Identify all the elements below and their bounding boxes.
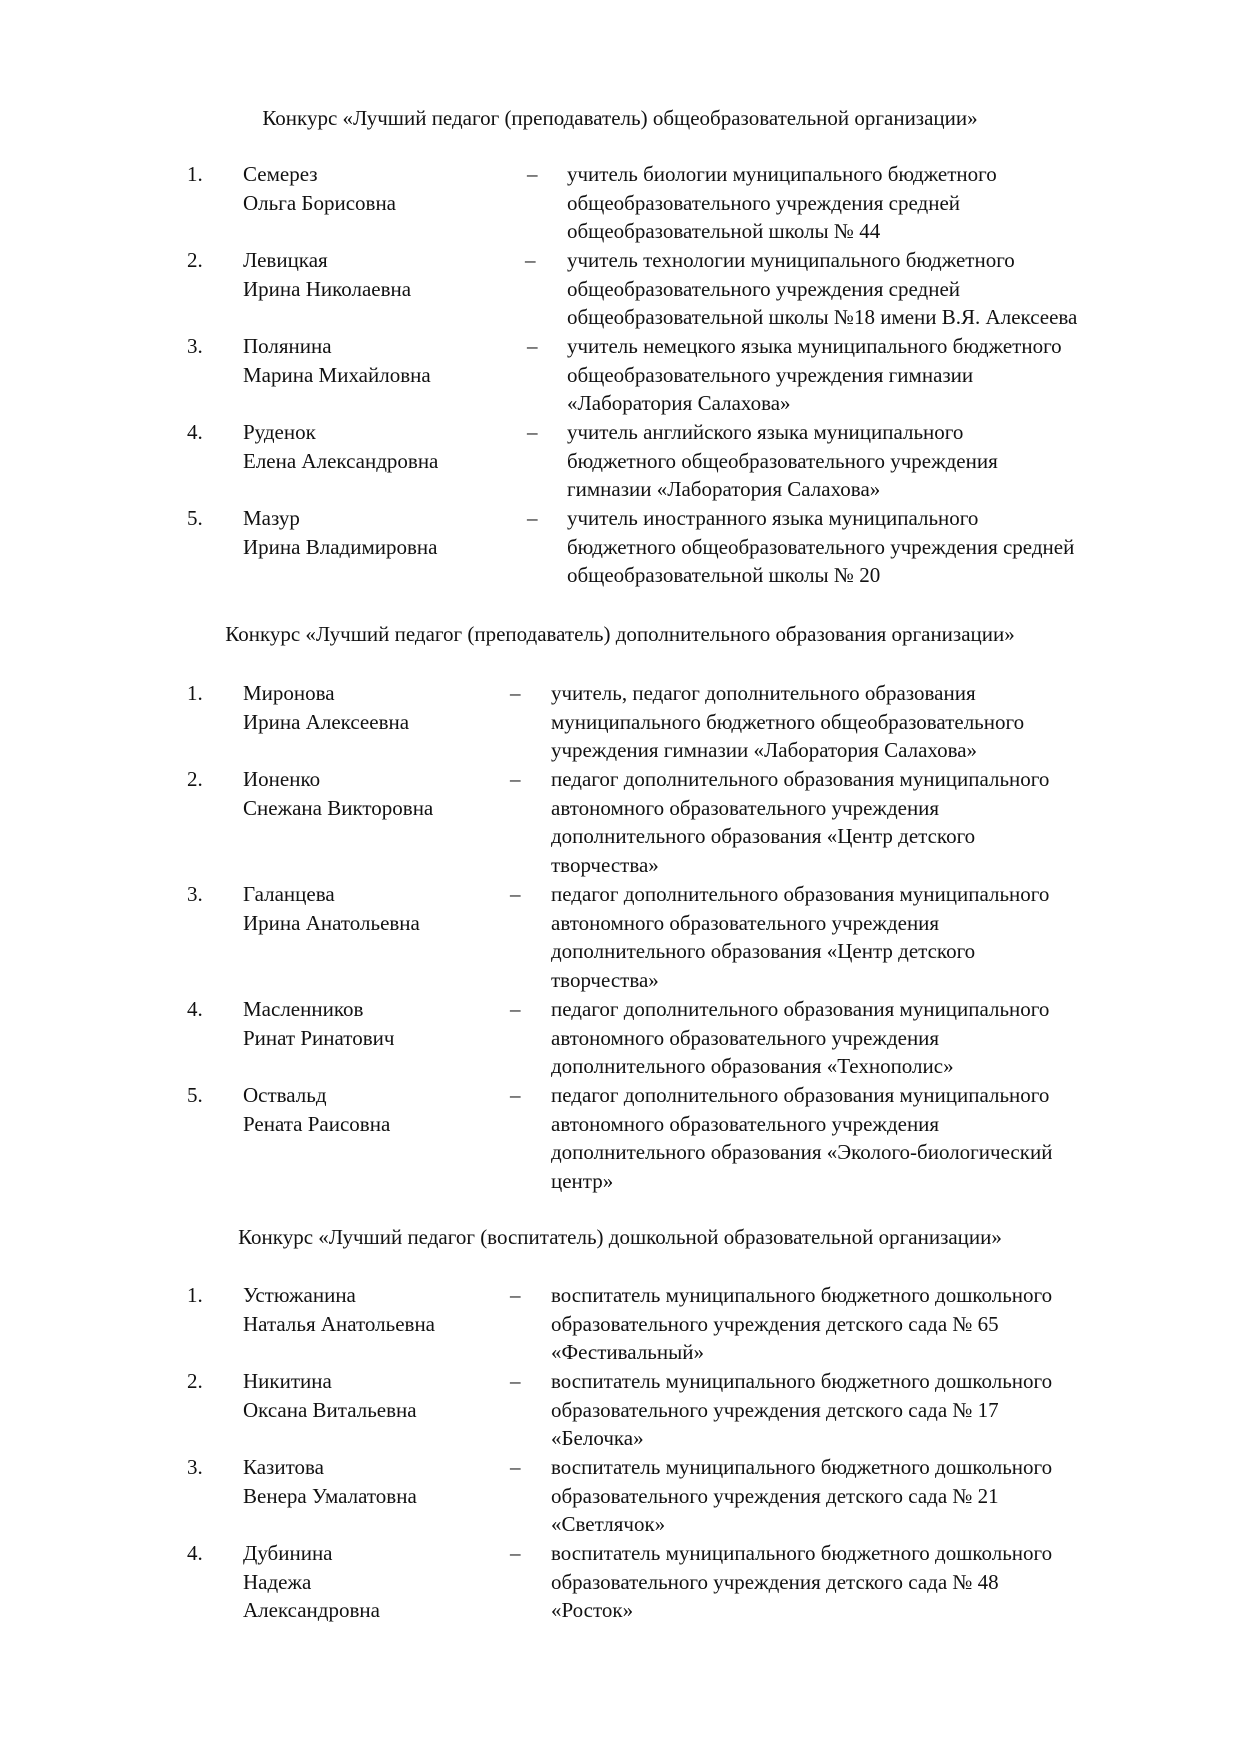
person-name: Никитина Оксана Витальевна: [243, 1369, 417, 1422]
dash-separator: –: [527, 420, 538, 444]
section-title: Конкурс «Лучший педагог (преподаватель) дополнительного образования организации»: [225, 622, 1015, 646]
item-number: 1.: [187, 681, 203, 705]
item-number: 1.: [187, 1283, 203, 1307]
dash-separator: –: [510, 882, 521, 906]
person-name: Масленников Ринат Ринатович: [243, 997, 395, 1050]
position-description: воспитатель муниципального бюджетного дошкольного образовательного учреждения детского сада № 48 «Росток»: [551, 1541, 1053, 1623]
position-description: педагог дополнительного образования муниципального автономного образовательного учреждения дополнительного образования «Центр детского творчества»: [551, 882, 1050, 992]
person-name: Миронова Ирина Алексеевна: [243, 681, 410, 734]
position-description: учитель немецкого языка муниципального бюджетного общеобразовательного учреждения гимназии «Лаборатория Салахова»: [567, 334, 1062, 416]
dash-separator: –: [510, 1369, 521, 1393]
item-number: 4.: [187, 997, 203, 1021]
item-number: 1.: [187, 162, 203, 186]
item-number: 5.: [187, 506, 203, 530]
dash-separator: –: [510, 1083, 521, 1107]
item-number: 2.: [187, 767, 203, 791]
person-name: Казитова Венера Умалатовна: [243, 1455, 417, 1508]
person-name: Левицкая Ирина Николаевна: [243, 248, 412, 301]
dash-separator: –: [510, 1283, 521, 1307]
item-number: 3.: [187, 882, 203, 906]
item-number: 4.: [187, 1541, 203, 1565]
section-title: Конкурс «Лучший педагог (воспитатель) дошкольной образовательной организации»: [238, 1225, 1002, 1249]
item-number: 3.: [187, 1455, 203, 1479]
dash-separator: –: [525, 248, 536, 272]
dash-separator: –: [510, 1541, 521, 1565]
section-title: Конкурс «Лучший педагог (преподаватель) общеобразовательной организации»: [262, 106, 978, 130]
person-name: Устюжанина Наталья Анатольевна: [243, 1283, 436, 1336]
person-name: Руденок Елена Александровна: [243, 420, 439, 473]
person-name: Дубинина Надежа Александровна: [243, 1541, 380, 1623]
dash-separator: –: [510, 767, 521, 791]
position-description: педагог дополнительного образования муниципального автономного образовательного учреждения дополнительного образования «Центр детского творчества»: [551, 767, 1050, 877]
person-name: Оствальд Рената Раисовна: [243, 1083, 391, 1136]
position-description: учитель технологии муниципального бюджетного общеобразовательного учреждения средней общеобразовательной школы №18 имени В.Я. Алексеева: [567, 248, 1078, 330]
item-number: 2.: [187, 1369, 203, 1393]
dash-separator: –: [510, 997, 521, 1021]
person-name: Мазур Ирина Владимировна: [243, 506, 438, 559]
dash-separator: –: [510, 1455, 521, 1479]
position-description: воспитатель муниципального бюджетного дошкольного образовательного учреждения детского сада № 17 «Белочка»: [551, 1369, 1053, 1451]
item-number: 3.: [187, 334, 203, 358]
dash-separator: –: [527, 334, 538, 358]
dash-separator: –: [527, 162, 538, 186]
person-name: Галанцева Ирина Анатольевна: [243, 882, 420, 935]
dash-separator: –: [510, 681, 521, 705]
position-description: учитель, педагог дополнительного образования муниципального бюджетного общеобразовательного учреждения гимназии «Лаборатория Салахова»: [551, 681, 1025, 763]
position-description: учитель биологии муниципального бюджетного общеобразовательного учреждения средней общеобразовательной школы № 44: [567, 162, 997, 244]
position-description: учитель иностранного языка муниципального бюджетного общеобразовательного учреждения средней общеобразовательной школы № 20: [567, 506, 1075, 588]
position-description: воспитатель муниципального бюджетного дошкольного образовательного учреждения детского сада № 21 «Светлячок»: [551, 1455, 1053, 1537]
position-description: педагог дополнительного образования муниципального автономного образовательного учреждения дополнительного образования «Технополис»: [551, 997, 1050, 1079]
position-description: педагог дополнительного образования муниципального автономного образовательного учреждения дополнительного образования «Эколого-биологический центр»: [551, 1083, 1053, 1193]
dash-separator: –: [527, 506, 538, 530]
person-name: Полянина Марина Михайловна: [243, 334, 431, 387]
position-description: воспитатель муниципального бюджетного дошкольного образовательного учреждения детского сада № 65 «Фестивальный»: [551, 1283, 1053, 1365]
item-number: 5.: [187, 1083, 203, 1107]
person-name: Семерез Ольга Борисовна: [243, 162, 396, 215]
position-description: учитель английского языка муниципального бюджетного общеобразовательного учреждения гимназии «Лаборатория Салахова»: [567, 420, 998, 502]
item-number: 2.: [187, 248, 203, 272]
person-name: Ионенко Снежана Викторовна: [243, 767, 434, 820]
item-number: 4.: [187, 420, 203, 444]
